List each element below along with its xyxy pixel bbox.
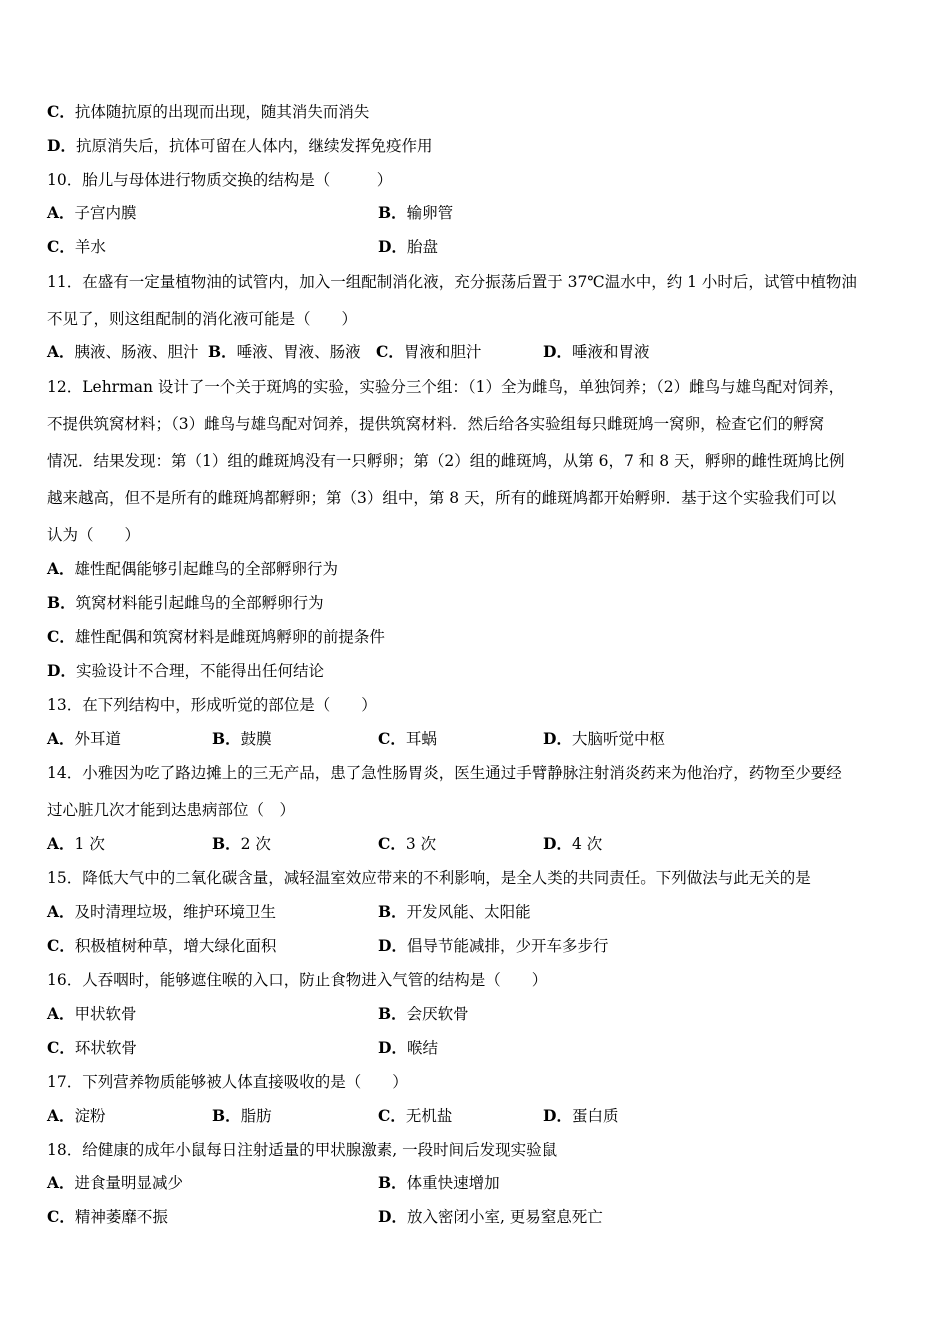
option-letter: C． bbox=[47, 237, 75, 256]
q12-option-d: D．实验设计不合理，不能得出任何结论 bbox=[47, 661, 324, 680]
option-letter: A． bbox=[47, 1106, 75, 1125]
q15-option-b: B．开发风能、太阳能 bbox=[378, 902, 531, 921]
option-letter: D． bbox=[378, 1207, 407, 1226]
option-letter: A． bbox=[47, 1173, 75, 1192]
q12-option-b: B．筑窝材料能引起雌鸟的全部孵卵行为 bbox=[47, 593, 324, 612]
option-letter: B． bbox=[212, 834, 241, 853]
q14-option-d: D．4 次 bbox=[543, 834, 603, 853]
q18-option-d: D．放入密闭小室, 更易窒息死亡 bbox=[378, 1207, 603, 1226]
option-letter: D． bbox=[378, 237, 407, 256]
q16-option-b: B．会厌软骨 bbox=[378, 1004, 469, 1023]
q15-option-d: D．倡导节能减排，少开车多步行 bbox=[378, 936, 609, 955]
q13-option-b: B．鼓膜 bbox=[212, 729, 272, 748]
q17-option-d: D．蛋白质 bbox=[543, 1106, 619, 1125]
q12-option-c: C．雄性配偶和筑窝材料是雌斑鸠孵卵的前提条件 bbox=[47, 627, 385, 646]
q18-option-c: C．精神萎靡不振 bbox=[47, 1207, 168, 1226]
option-letter: A． bbox=[47, 342, 75, 361]
question-12-stem-4: 越来越高，但不是所有的雌斑鸠都孵卵；第（3）组中，第 8 天，所有的雌斑鸠都开始孵卵．基于这个实验我们可以 bbox=[47, 489, 837, 507]
option-letter: B． bbox=[378, 902, 407, 921]
question-14-stem-2: 过心脏几次才能到达患病部位（ ） bbox=[47, 801, 296, 819]
option-letter: A． bbox=[47, 834, 75, 853]
option-letter: C． bbox=[376, 342, 404, 361]
option-letter: C． bbox=[378, 1106, 406, 1125]
q11-option-a: A．胰液、肠液、胆汁 bbox=[47, 342, 199, 361]
option-letter: D． bbox=[543, 834, 572, 853]
question-15-stem: 15．降低大气中的二氧化碳含量，减轻温室效应带来的不利影响，是全人类的共同责任。下列做法与此无关的是 bbox=[47, 869, 811, 887]
option-letter: C． bbox=[47, 1038, 75, 1057]
q15-option-a: A．及时清理垃圾，维护环境卫生 bbox=[47, 902, 277, 921]
q17-option-b: B．脂肪 bbox=[212, 1106, 272, 1125]
q12-option-a: A．雄性配偶能够引起雌鸟的全部孵卵行为 bbox=[47, 559, 339, 578]
q14-option-a: A．1 次 bbox=[47, 834, 105, 853]
q13-option-a: A．外耳道 bbox=[47, 729, 122, 748]
option-letter: B． bbox=[208, 342, 237, 361]
q11-option-d: D．唾液和胃液 bbox=[543, 342, 650, 361]
q11-option-c: C．胃液和胆汁 bbox=[376, 342, 482, 361]
question-14-stem-1: 14．小雅因为吃了路边摊上的三无产品，患了急性肠胃炎，医生通过手臂静脉注射消炎药来为他治疗，药物至少要经 bbox=[47, 764, 842, 782]
option-letter: A． bbox=[47, 902, 75, 921]
q10-option-a: A．子宫内膜 bbox=[47, 203, 137, 222]
q10-option-c: C．羊水 bbox=[47, 237, 106, 256]
q16-option-c: C．环状软骨 bbox=[47, 1038, 137, 1057]
q14-option-c: C．3 次 bbox=[378, 834, 437, 853]
option-letter: A． bbox=[47, 1004, 75, 1023]
q13-option-d: D．大脑听觉中枢 bbox=[543, 729, 665, 748]
q17-option-a: A．淀粉 bbox=[47, 1106, 106, 1125]
option-letter: C． bbox=[47, 1207, 75, 1226]
option-letter: D． bbox=[378, 936, 407, 955]
question-11-stem-2: 不见了，则这组配制的消化液可能是（ ） bbox=[47, 310, 358, 328]
option-c-prev: C．抗体随抗原的出现而出现，随其消失而消失 bbox=[47, 102, 370, 121]
q18-option-a: A．进食量明显减少 bbox=[47, 1173, 184, 1192]
question-12-stem-5: 认为（ ） bbox=[47, 526, 141, 544]
q10-option-b: B．输卵管 bbox=[378, 203, 454, 222]
q11-option-b: B．唾液、胃液、肠液 bbox=[208, 342, 361, 361]
q16-option-a: A．甲状软骨 bbox=[47, 1004, 137, 1023]
option-letter: A． bbox=[47, 203, 75, 222]
option-letter: D． bbox=[378, 1038, 407, 1057]
q14-option-b: B．2 次 bbox=[212, 834, 271, 853]
option-letter: B． bbox=[47, 593, 76, 612]
question-12-stem-1: 12．Lehrman 设计了一个关于斑鸠的实验，实验分三个组：（1）全为雌鸟，单独饲养；（2）雌鸟与雄鸟配对饲养， bbox=[47, 378, 845, 396]
question-17-stem: 17．下列营养物质能够被人体直接吸收的是（ ） bbox=[47, 1073, 408, 1091]
option-letter: A． bbox=[47, 729, 75, 748]
option-letter: C． bbox=[47, 936, 75, 955]
question-12-stem-2: 不提供筑窝材料；（3）雌鸟与雄鸟配对饲养，提供筑窝材料．然后给各实验组每只雌斑鸠一窝卵，检查它们的孵窝 bbox=[47, 415, 825, 433]
option-letter: D． bbox=[47, 136, 76, 155]
q13-option-c: C．耳蜗 bbox=[378, 729, 437, 748]
option-letter: B． bbox=[378, 1173, 407, 1192]
option-letter: D． bbox=[47, 661, 76, 680]
option-letter: C． bbox=[378, 729, 406, 748]
option-d-prev: D．抗原消失后，抗体可留在人体内，继续发挥免疫作用 bbox=[47, 136, 433, 155]
question-16-stem: 16．人吞咽时，能够遮住喉的入口，防止食物进入气管的结构是（ ） bbox=[47, 971, 548, 989]
question-11-stem-1: 11．在盛有一定量植物油的试管内，加入一组配制消化液，充分振荡后置于 37℃温水中，约 1 小时后，试管中植物油 bbox=[47, 273, 857, 291]
option-letter: C． bbox=[378, 834, 406, 853]
option-letter: D． bbox=[543, 1106, 572, 1125]
option-letter: D． bbox=[543, 729, 572, 748]
option-letter: C． bbox=[47, 627, 75, 646]
q10-option-d: D．胎盘 bbox=[378, 237, 438, 256]
option-letter: D． bbox=[543, 342, 572, 361]
question-18-stem: 18．给健康的成年小鼠每日注射适量的甲状腺激素, 一段时间后发现实验鼠 bbox=[47, 1141, 558, 1159]
q15-option-c: C．积极植树种草，增大绿化面积 bbox=[47, 936, 277, 955]
question-12-stem-3: 情况．结果发现：第（1）组的雌斑鸠没有一只孵卵；第（2）组的雌斑鸠，从第 6，7 和 8 天，孵卵的雌性斑鸠比例 bbox=[47, 452, 845, 470]
question-10-stem: 10．胎儿与母体进行物质交换的结构是（ ） bbox=[47, 171, 393, 189]
option-letter: B． bbox=[378, 203, 407, 222]
option-letter: A． bbox=[47, 559, 75, 578]
q17-option-c: C．无机盐 bbox=[378, 1106, 453, 1125]
option-letter: B． bbox=[212, 1106, 241, 1125]
option-letter: B． bbox=[212, 729, 241, 748]
q18-option-b: B．体重快速增加 bbox=[378, 1173, 500, 1192]
q16-option-d: D．喉结 bbox=[378, 1038, 438, 1057]
question-13-stem: 13．在下列结构中，形成听觉的部位是（ ） bbox=[47, 696, 377, 714]
option-letter: C． bbox=[47, 102, 75, 121]
option-letter: B． bbox=[378, 1004, 407, 1023]
